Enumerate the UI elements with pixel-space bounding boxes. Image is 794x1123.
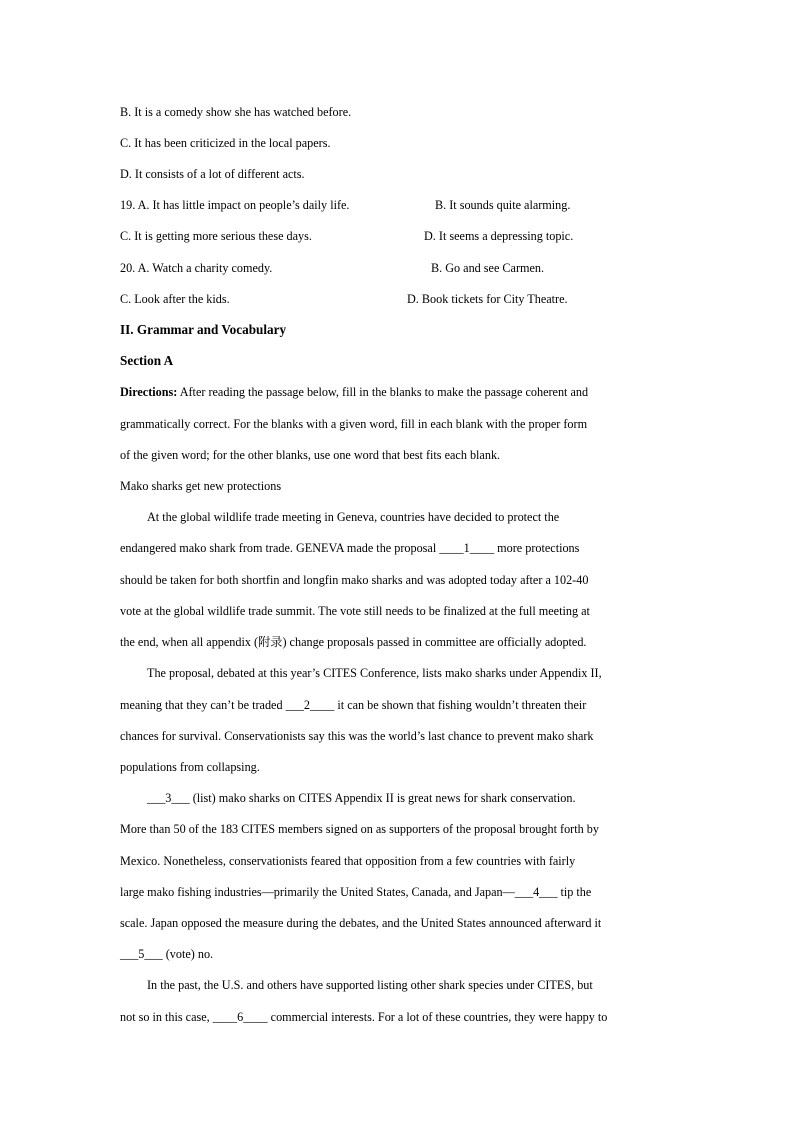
paragraph-3-line-5: scale. Japan opposed the measure during the debates, and the United States announced afterward it [120,916,602,930]
blank-1[interactable]: ____1____ [439,541,495,555]
blank-2[interactable]: ___2____ [285,698,335,712]
q20-option-c: C. Look after the kids. [120,292,230,306]
paragraph-3-text-4: large mako fishing industries—primarily the United States, Canada, and Japan— [120,885,515,899]
directions-line-1 [120,384,588,400]
paragraph-1-line-5: the end, when all appendix (附录) change proposals passed in committee are officially adopted. [120,635,587,649]
paragraph-2-line-2 [120,697,586,713]
paragraph-1-line-3: should be taken for both shortfin and longfin mako sharks and was adopted today after a 102-40 [120,573,589,587]
paragraph-3-text-4-cont: tip the [557,885,592,899]
part-title: II. Grammar and Vocabulary [120,322,287,337]
paragraph-1-line-2 [120,540,579,556]
directions-text-1: After reading the passage below, fill in the blanks to make the passage coherent and [177,385,589,399]
q18-option-d: D. It consists of a lot of different acts. [120,167,305,181]
section-title: Section A [120,353,174,368]
paragraph-3-line-2: More than 50 of the 183 CITES members signed on as supporters of the proposal brought forth by [120,822,599,836]
q18-option-b: B. It is a comedy show she has watched before. [120,105,352,119]
directions-line-3: of the given word; for the other blanks, use one word that best fits each blank. [120,448,501,462]
paragraph-3-line-3: Mexico. Nonetheless, conservationists feared that opposition from a few countries with fairly [120,854,576,868]
q19-option-d: D. It seems a depressing topic. [424,229,574,243]
q19-option-a: 19. A. It has little impact on people’s daily life. [120,198,350,212]
paragraph-2-text: meaning that they can’t be traded [120,698,286,712]
paragraph-3-line-4 [120,884,591,900]
paragraph-2-line-1: The proposal, debated at this year’s CITES Conference, lists mako sharks under Appendix II, [147,666,602,680]
q20-option-d: D. Book tickets for City Theatre. [407,292,568,306]
paragraph-4-line-2 [120,1009,607,1025]
paragraph-1-text-cont: more protections [494,541,580,555]
paragraph-3-line-1 [147,790,576,806]
directions-line-2: grammatically correct. For the blanks with a given word, fill in each blank with the proper form [120,417,588,431]
q19-option-c: C. It is getting more serious these days. [120,229,312,243]
paragraph-2-line-3: chances for survival. Conservationists say this was the world’s last chance to prevent mako shark [120,729,594,743]
paragraph-3-text: (list) mako sharks on CITES Appendix II is great news for shark conservation. [189,791,576,805]
blank-4[interactable]: ___4___ [514,885,558,899]
q18-option-c: C. It has been criticized in the local papers. [120,136,331,150]
paragraph-1-line-4: vote at the global wildlife trade summit. The vote still needs to be finalized at the full meeting at [120,604,590,618]
paragraph-1-line-1: At the global wildlife trade meeting in Geneva, countries have decided to protect the [147,510,560,524]
paragraph-3-line-6 [120,946,213,962]
paragraph-4-text: not so in this case, [120,1010,213,1024]
blank-5[interactable]: ___5___ [120,947,163,961]
q20-option-a: 20. A. Watch a charity comedy. [120,261,273,275]
paragraph-2-line-4: populations from collapsing. [120,760,260,774]
paragraph-4-text-cont: commercial interests. For a lot of these countries, they were happy to [267,1010,608,1024]
paragraph-3-text-6: (vote) no. [162,947,214,961]
q20-option-b: B. Go and see Carmen. [431,261,545,275]
blank-6[interactable]: ____6____ [212,1010,268,1024]
paragraph-1-text: endangered mako shark from trade. GENEVA made the proposal [120,541,440,555]
paragraph-2-text-cont: it can be shown that fishing wouldn’t threaten their [334,698,587,712]
paragraph-4-line-1: In the past, the U.S. and others have supported listing other shark species under CITES, but [147,978,593,992]
passage-title: Mako sharks get new protections [120,479,282,493]
q19-option-b: B. It sounds quite alarming. [435,198,571,212]
blank-3[interactable]: ___3___ [147,791,190,805]
directions-label: Directions: [120,385,178,399]
